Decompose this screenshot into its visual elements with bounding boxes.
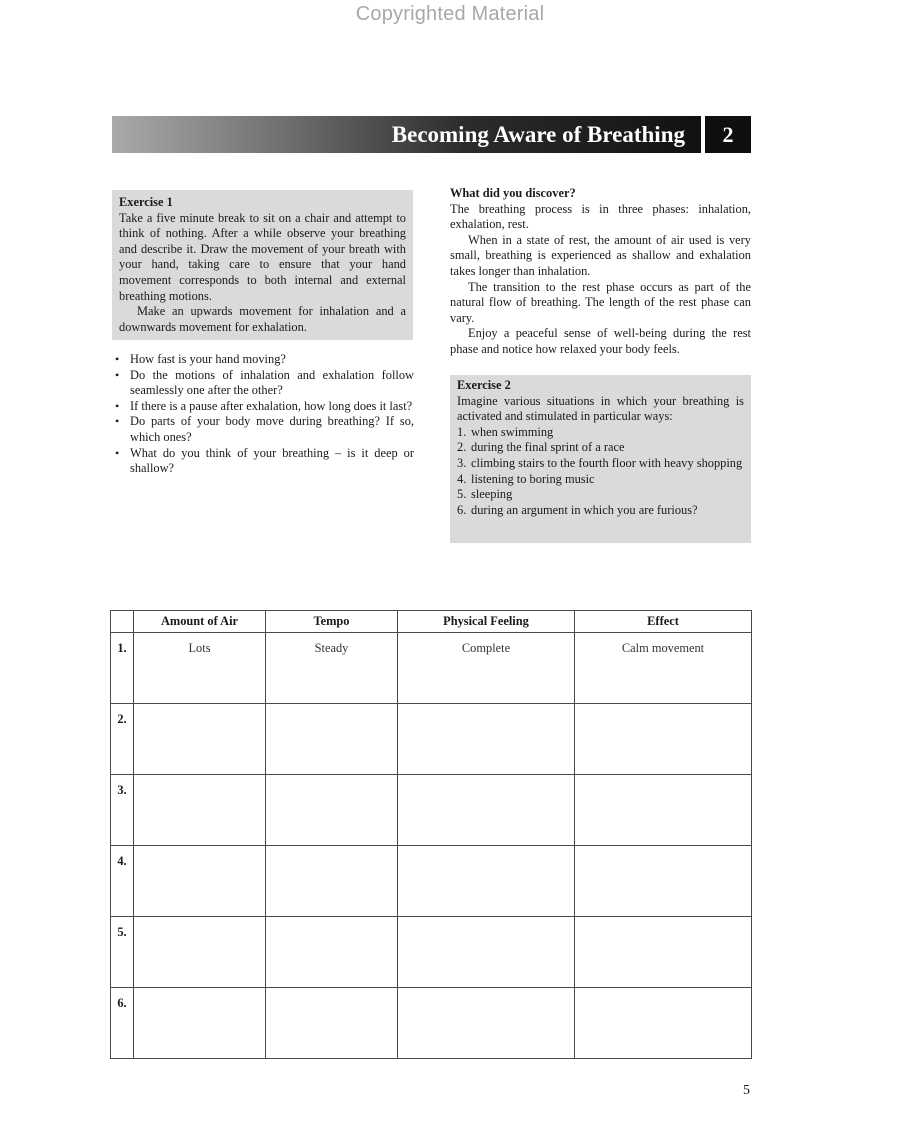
discover-section [450, 186, 751, 358]
discover-paragraph: When in a state of rest, the amount of air used is very small, breathing is experienced as shallow and exhalation takes longer than inhalation. [450, 232, 751, 278]
exercise-2-intro: Imagine various situations in which your breathing is activated and stimulated in particular ways: [457, 393, 744, 424]
table-cell[interactable] [575, 704, 752, 775]
table-cell[interactable] [266, 917, 398, 988]
column-header: Tempo [266, 611, 398, 633]
discover-paragraph: The transition to the rest phase occurs as part of the natural flow of breathing. The length of the rest phase can vary. [450, 279, 751, 325]
table-cell[interactable]: Steady [266, 633, 398, 704]
exercise-2-box [450, 375, 751, 543]
table-cell[interactable] [575, 917, 752, 988]
list-item: • Do the motions of inhalation and exhalation follow seamlessly one after the other? [114, 368, 414, 399]
table-cell[interactable] [134, 704, 266, 775]
list-item: • How fast is your hand moving? [114, 352, 414, 368]
column-header: Physical Feeling [398, 611, 575, 633]
table-cell[interactable] [134, 988, 266, 1059]
table-cell[interactable] [398, 988, 575, 1059]
list-number: 3. [457, 455, 467, 470]
row-number: 3. [111, 775, 134, 846]
row-number: 1. [111, 633, 134, 704]
table-cell[interactable] [575, 846, 752, 917]
list-text: during the final sprint of a race [471, 440, 625, 455]
table-cell[interactable] [575, 988, 752, 1059]
column-header: Effect [575, 611, 752, 633]
list-text: listening to boring music [471, 471, 595, 486]
list-text: sleeping [471, 487, 513, 502]
table-cell[interactable] [398, 775, 575, 846]
table-cell[interactable] [398, 917, 575, 988]
list-text: when swimming [471, 424, 554, 439]
chapter-number: 2 [705, 116, 751, 153]
list-number: 6. [457, 502, 467, 517]
table-header-row [111, 611, 752, 633]
table-cell[interactable] [266, 846, 398, 917]
column-header: Amount of Air [134, 611, 266, 633]
table-row [111, 633, 752, 704]
table-cell[interactable] [266, 988, 398, 1059]
list-item [457, 456, 744, 472]
list-number: 5. [457, 487, 467, 502]
breathing-table [110, 610, 752, 1059]
table-row [111, 988, 752, 1059]
table-cell[interactable] [134, 775, 266, 846]
table-cell[interactable] [266, 775, 398, 846]
exercise-2-heading: Exercise 2 [457, 378, 511, 392]
table-cell[interactable] [575, 775, 752, 846]
chapter-title-bar [112, 116, 751, 153]
exercise-1-box [112, 190, 413, 340]
exercise-1-heading: Exercise 1 [119, 195, 173, 209]
table-row [111, 704, 752, 775]
table-row [111, 846, 752, 917]
page-title: Becoming Aware of Breathing [391, 121, 685, 147]
row-number: 5. [111, 917, 134, 988]
table-row [111, 917, 752, 988]
table-row [111, 775, 752, 846]
table-cell[interactable]: Calm movement [575, 633, 752, 704]
list-item: • What do you think of your breathing – is it deep or shallow? [114, 446, 414, 477]
list-text: during an argument in which you are furious? [471, 502, 698, 517]
table-cell[interactable] [266, 704, 398, 775]
table-cell[interactable] [134, 846, 266, 917]
row-number: 6. [111, 988, 134, 1059]
discover-heading: What did you discover? [450, 186, 576, 200]
title-gradient [112, 116, 701, 153]
discover-paragraph: The breathing process is in three phases: inhalation, exhalation, rest. [450, 201, 751, 232]
discover-paragraph: Enjoy a peaceful sense of well-being during the rest phase and notice how relaxed your body feels. [450, 326, 751, 356]
list-item: • Do parts of your body move during breathing? If so, which ones? [114, 414, 414, 445]
list-number: 4. [457, 471, 467, 486]
table-cell[interactable]: Lots [134, 633, 266, 704]
table-cell[interactable] [398, 846, 575, 917]
column-header [111, 611, 134, 633]
list-number: 1. [457, 424, 467, 439]
list-item [457, 487, 744, 503]
question-list [114, 352, 414, 477]
table-cell[interactable]: Complete [398, 633, 575, 704]
list-item [457, 440, 744, 456]
row-number: 2. [111, 704, 134, 775]
list-item [457, 425, 744, 441]
table-cell[interactable] [398, 704, 575, 775]
row-number: 4. [111, 846, 134, 917]
page-number: 5 [743, 1083, 750, 1098]
exercise-1-paragraph: Take a five minute break to sit on a chair and attempt to think of nothing. After a while observe your breathing and describe it. Draw the movement of your breath with your hand, taking care to ensure that your hand movement corresponds to both internal and external breathing motions. [119, 210, 406, 303]
list-item: • If there is a pause after exhalation, how long does it last? [114, 399, 414, 415]
list-number: 2. [457, 440, 467, 455]
table-cell[interactable] [134, 917, 266, 988]
list-item [457, 503, 744, 519]
list-item [457, 472, 744, 488]
list-text: climbing stairs to the fourth floor with heavy shopping [471, 455, 743, 470]
exercise-1-paragraph: Make an upwards movement for inhalation and a downwards movement for exhalation. [119, 304, 406, 334]
watermark: Copyrighted Material [355, 3, 545, 25]
